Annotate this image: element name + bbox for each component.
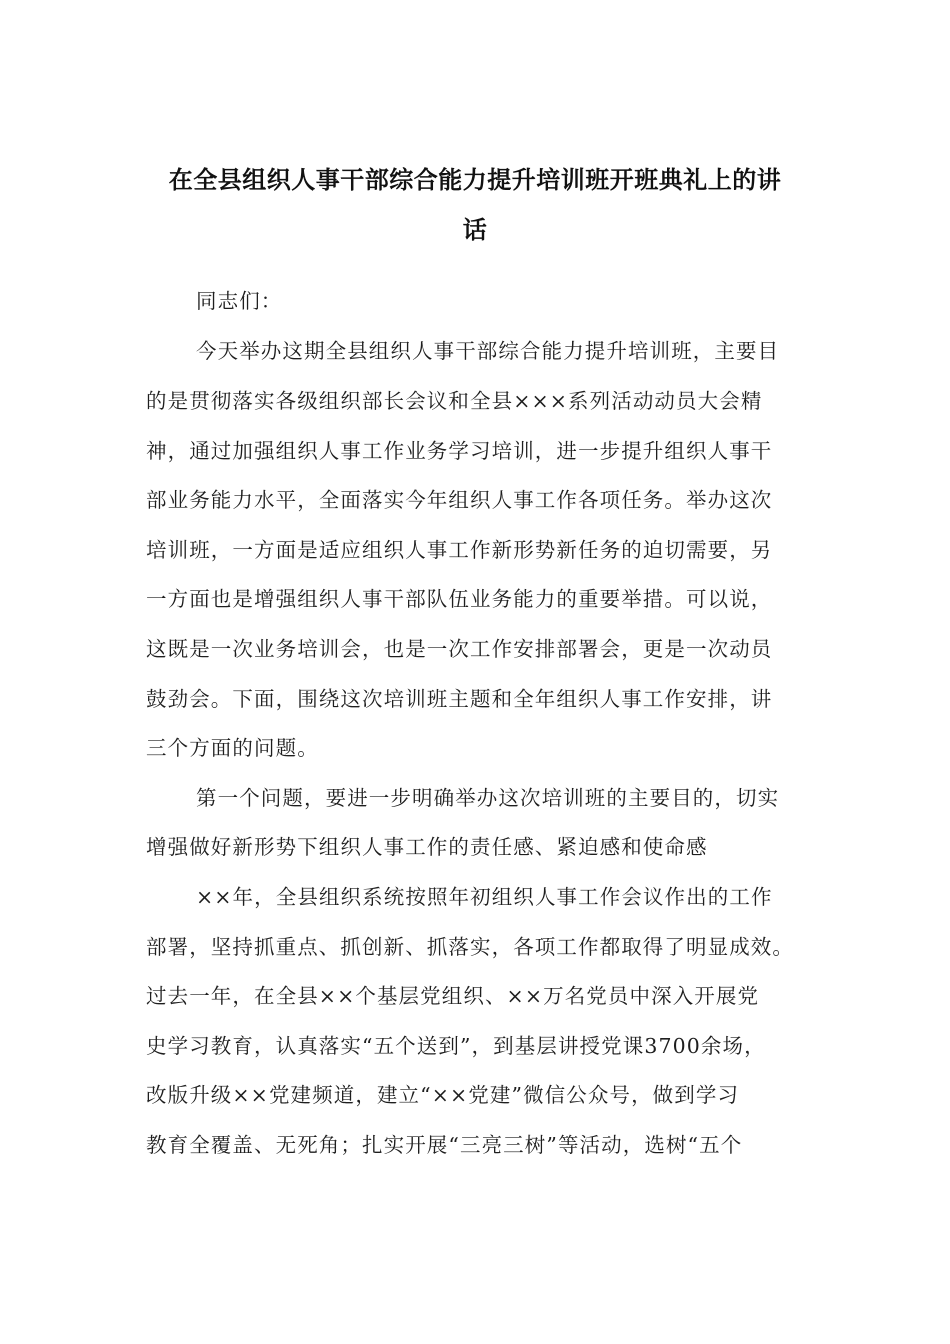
paragraph-1-line-2: 的是贯彻落实各级组织部长会议和全县×××系列活动动员大会精 xyxy=(146,389,763,413)
paragraph-2-line-4: 史学习教育，认真落实“五个送到”，到基层讲授党课3700余场， xyxy=(146,1034,766,1058)
paragraph-2-line-2: 部署，坚持抓重点、抓创新、抓落实，各项工作都取得了明显成效。 xyxy=(146,935,794,959)
paragraph-1-line-4: 部业务能力水平，全面落实今年组织人事工作各项任务。举办这次 xyxy=(146,488,773,512)
document-title-line-1: 在全县组织人事干部综合能力提升培训班开班典礼上的讲 xyxy=(168,166,782,194)
paragraph-1-line-3: 神，通过加强组织人事工作业务学习培训，进一步提升组织人事干 xyxy=(146,439,773,463)
paragraph-1-line-9: 三个方面的问题。 xyxy=(146,736,319,760)
paragraph-2-line-1: ××年，全县组织系统按照年初组织人事工作会议作出的工作 xyxy=(196,885,773,909)
document-title-line-2: 话 xyxy=(462,216,488,244)
salutation: 同志们： xyxy=(196,289,283,313)
section-heading-line-1: 第一个问题，要进一步明确举办这次培训班的主要目的，切实 xyxy=(196,786,780,810)
paragraph-1-line-1: 今天举办这期全县组织人事干部综合能力提升培训班，主要目 xyxy=(196,339,780,363)
paragraph-1-line-8: 鼓劲会。下面，围绕这次培训班主题和全年组织人事工作安排，讲 xyxy=(146,687,773,711)
paragraph-2-line-6: 教育全覆盖、无死角；扎实开展“三亮三树”等活动，选树“五个 xyxy=(146,1133,743,1157)
paragraph-1-line-6: 一方面也是增强组织人事干部队伍业务能力的重要举措。可以说， xyxy=(146,587,773,611)
paragraph-1-line-7: 这既是一次业务培训会，也是一次工作安排部署会，更是一次动员 xyxy=(146,637,773,661)
section-heading-line-2: 增强做好新形势下组织人事工作的责任感、紧迫感和使命感 xyxy=(146,835,708,859)
paragraph-2-line-5: 改版升级××党建频道，建立“××党建”微信公众号，做到学习 xyxy=(146,1083,740,1107)
paragraph-1-line-5: 培训班，一方面是适应组织人事工作新形势新任务的迫切需要，另 xyxy=(146,538,773,562)
paragraph-2-line-3: 过去一年，在全县××个基层党组织、××万名党员中深入开展党 xyxy=(146,984,760,1008)
